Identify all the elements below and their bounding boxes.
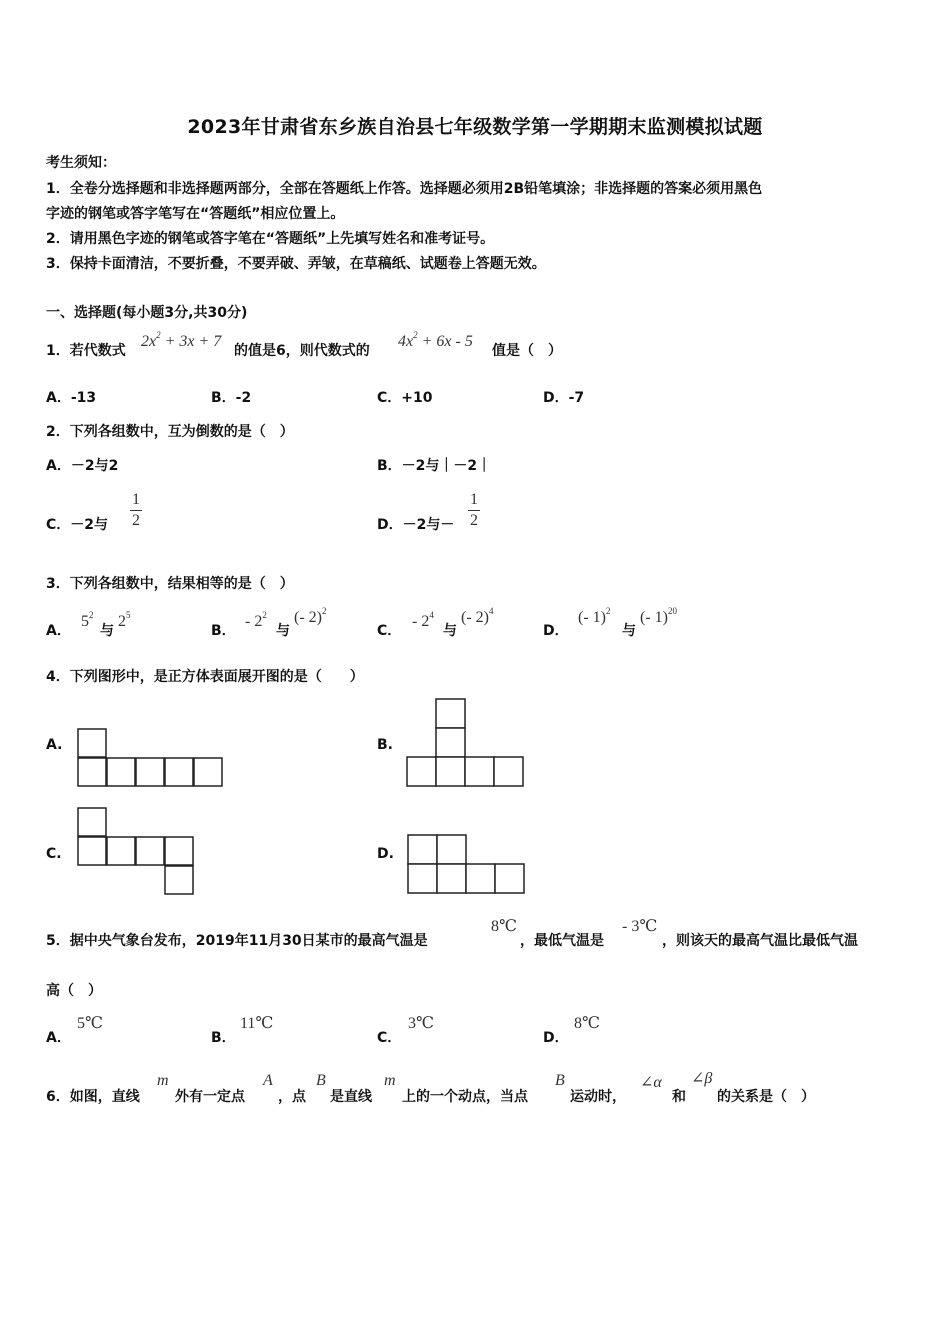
notice-line-2: 2．请用黑色字迹的钢笔或答字笔在“答题纸”上先填写姓名和准考证号。	[46, 231, 495, 247]
q5-option-d-label: D．	[543, 1030, 569, 1046]
q4-label-b: B.	[377, 737, 393, 753]
q6-point-b-2: B	[555, 1072, 565, 1089]
q3-b-yu: 与	[276, 623, 290, 639]
q6-m-2: m	[384, 1072, 396, 1089]
q5-option-b-value: 11℃	[240, 1015, 274, 1032]
q5-line2: 高（ ）	[46, 983, 102, 999]
q3-d-expr2: (- 1)$^{20}$	[640, 606, 677, 626]
q1-mid: 的值是6，则代数式的	[234, 343, 370, 359]
q6-p6: 运动时，	[570, 1089, 626, 1105]
q3-option-d-label: D．	[543, 623, 569, 639]
q6-p3: ，点	[278, 1089, 306, 1105]
q3-option-a-label: A．	[46, 623, 71, 639]
q3-a-yu: 与	[100, 623, 114, 639]
q6-angle-beta: ∠β	[691, 1070, 713, 1087]
q2-option-b: B．－2与｜－2｜	[377, 458, 492, 474]
q5-mid: ，最低气温是	[520, 933, 604, 949]
q5-pre: 5．据中央气象台发布，2019年11月30日某市的最高气温是	[46, 933, 428, 949]
q4-net-c	[78, 808, 193, 895]
q3-d-expr1: (- 1)$^2$	[578, 606, 611, 626]
q3-d-yu: 与	[622, 623, 636, 639]
q4-label-d: D.	[377, 846, 394, 862]
q6-p5: 上的一个动点，当点	[402, 1089, 528, 1105]
q5-post: ，则该天的最高气温比最低气温	[662, 933, 858, 949]
q1-expr2: $4x^2 + 6x - 5$	[398, 330, 473, 350]
q1-option-b: B．-2	[211, 390, 252, 406]
q1-option-a: A．-13	[46, 390, 97, 406]
q3-option-c-label: C．	[377, 623, 402, 639]
notice-line-3: 3．保持卡面清洁，不要折叠，不要弄破、弄皱，在草稿纸、试题卷上答题无效。	[46, 256, 546, 272]
q5-option-c-value: 3℃	[408, 1015, 434, 1032]
q1-option-d: D．-7	[543, 390, 585, 406]
page-title: 2023年甘肃省东乡族自治县七年级数学第一学期期末监测模拟试题	[187, 116, 763, 138]
q5-option-b-label: B．	[211, 1030, 236, 1046]
q3-b-expr1: - $2^2$	[245, 610, 267, 630]
q6-he: 和	[672, 1089, 686, 1105]
q3-c-expr2: (- 2)$^4$	[461, 606, 494, 626]
q1-option-c: C．+10	[377, 390, 433, 406]
q3-a-expr2: $2^5$	[118, 610, 131, 630]
q5-option-a-value: 5℃	[77, 1015, 103, 1032]
q6-p7: 的关系是（ ）	[717, 1089, 815, 1105]
q2-option-a: A．－2与2	[46, 458, 119, 474]
q3-c-expr1: - $2^4$	[412, 610, 434, 630]
q1-expr1: $2x^2 + 3x + 7$	[141, 330, 222, 350]
q3-a-expr1: $5^2$	[81, 610, 94, 630]
notice-line-1: 1．全卷分选择题和非选择题两部分，全部在答题纸上作答。选择题必须用2B铅笔填涂；非选择题的答案必须用黑色	[46, 181, 763, 197]
q3-stem: 3．下列各组数中，结果相等的是（ ）	[46, 576, 294, 592]
q5-option-a-label: A．	[46, 1030, 71, 1046]
q6-p2: 外有一定点	[175, 1089, 245, 1105]
q4-stem: 4．下列图形中，是正方体表面展开图的是（ ）	[46, 669, 364, 685]
q4-label-a: A.	[46, 737, 63, 753]
q2-d-fraction: $\frac{1}{2}$	[470, 491, 478, 529]
q6-p1: 6．如图，直线	[46, 1089, 140, 1105]
q4-net-a	[78, 729, 222, 787]
notice-heading: 考生须知：	[46, 155, 116, 171]
q5-option-c-label: C．	[377, 1030, 402, 1046]
q6-point-a: A	[263, 1072, 273, 1089]
q3-c-yu: 与	[443, 623, 457, 639]
section-heading: 一、选择题(每小题3分,共30分)	[46, 305, 248, 321]
q5-high-temp: 8℃	[491, 918, 517, 935]
notice-line-1b: 字迹的钢笔或答字笔写在“答题纸”相应位置上。	[46, 206, 345, 222]
q6-m-1: m	[157, 1072, 169, 1089]
q2-stem: 2．下列各组数中，互为倒数的是（ ）	[46, 424, 294, 440]
q3-option-b-label: B．	[211, 623, 236, 639]
q4-label-c: C.	[46, 846, 62, 862]
q3-b-expr2: (- 2)$^2$	[294, 606, 327, 626]
q1-post: 值是（ ）	[492, 343, 562, 359]
q6-p4: 是直线	[330, 1089, 372, 1105]
q1-pre: 1．若代数式	[46, 343, 126, 359]
q4-net-d	[408, 835, 524, 894]
q5-low-temp: - 3℃	[622, 918, 658, 935]
q2-option-c: C．－2与	[46, 517, 109, 533]
q5-option-d-value: 8℃	[574, 1015, 600, 1032]
q4-net-b	[407, 699, 524, 787]
q2-c-fraction: $\frac{1}{2}$	[132, 491, 140, 529]
q6-point-b-1: B	[316, 1072, 326, 1089]
q2-option-d: D．－2与－	[377, 517, 455, 533]
q6-angle-alpha: ∠α	[640, 1074, 662, 1091]
